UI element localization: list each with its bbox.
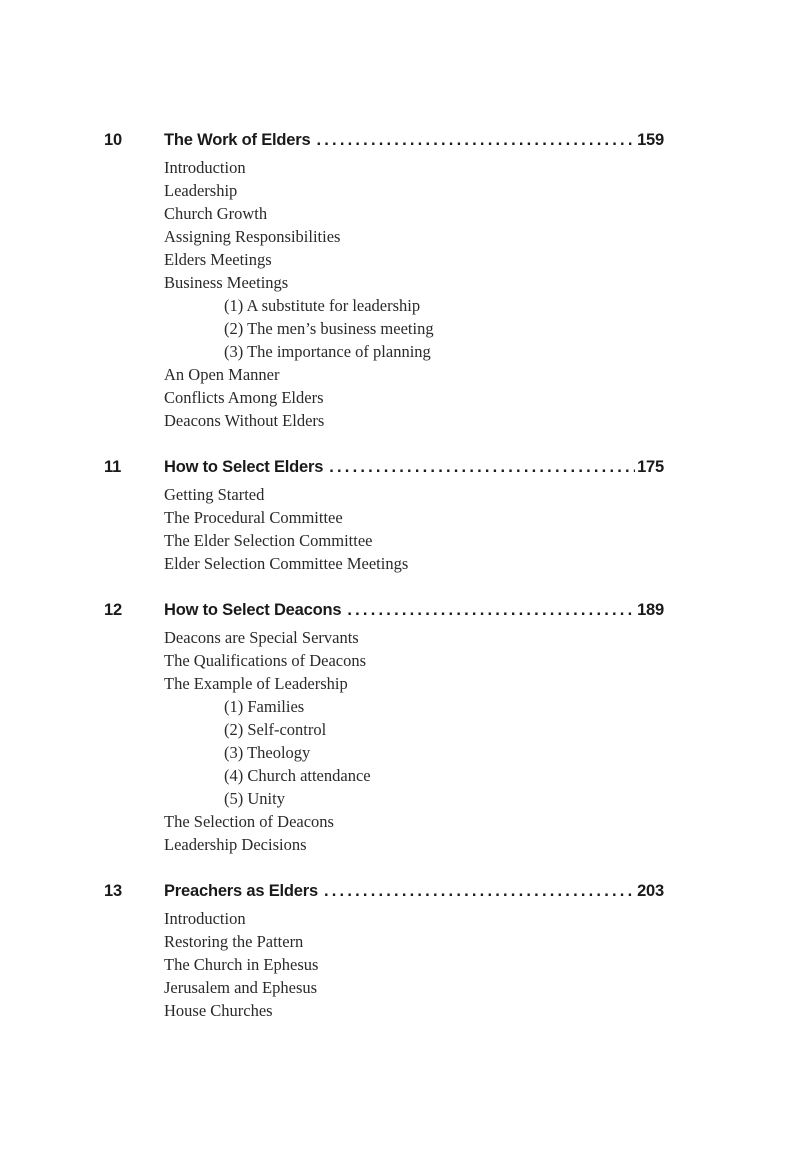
subsection-entry: (2) The men’s business meeting: [224, 319, 434, 338]
chapter-page-number: 203: [637, 882, 664, 900]
chapter-number: 10: [104, 131, 122, 149]
chapter-heading: [0, 455, 800, 483]
section-entry: Leadership Decisions: [164, 835, 307, 854]
section-list: [0, 907, 800, 1022]
chapter-page-number: 175: [637, 458, 664, 476]
section-entry: The Example of Leadership: [164, 674, 348, 693]
dot-leader: [329, 458, 635, 477]
dot-leader: [324, 882, 635, 901]
chapter-title-row: [164, 601, 664, 620]
chapter-number: 13: [104, 882, 122, 900]
subsection-entry: (4) Church attendance: [224, 766, 371, 785]
chapter-heading: [0, 128, 800, 156]
chapter-title: The Work of Elders: [164, 131, 311, 149]
section-entry: Introduction: [164, 909, 246, 928]
section-entry: Leadership: [164, 181, 238, 200]
chapter-page-number: 159: [637, 131, 664, 149]
section-entry: Restoring the Pattern: [164, 932, 304, 951]
section-entry: Church Growth: [164, 204, 268, 223]
chapter-title: How to Select Deacons: [164, 601, 342, 619]
section-entry: The Elder Selection Committee: [164, 531, 373, 550]
chapter-title: How to Select Elders: [164, 458, 324, 476]
section-entry: Elders Meetings: [164, 250, 272, 269]
chapter-title-row: [164, 882, 664, 901]
section-entry: Deacons are Special Servants: [164, 628, 359, 647]
subsection-entry: (5) Unity: [224, 789, 285, 808]
section-entry: The Church in Ephesus: [164, 955, 319, 974]
chapter-title-row: [164, 131, 664, 150]
subsection-entry: (2) Self-control: [224, 720, 327, 739]
subsection-entry: (3) Theology: [224, 743, 311, 762]
section-list: [0, 483, 800, 575]
section-entry: Business Meetings: [164, 273, 289, 292]
chapter-heading: [0, 598, 800, 626]
subsection-entry: (1) Families: [224, 697, 305, 716]
section-entry: Deacons Without Elders: [164, 411, 325, 430]
section-entry: Conflicts Among Elders: [164, 388, 324, 407]
table-of-contents: [0, 128, 800, 1045]
toc-chapter: [0, 455, 800, 575]
section-entry: Assigning Responsibilities: [164, 227, 341, 246]
section-list: [0, 156, 800, 432]
section-entry: The Procedural Committee: [164, 508, 343, 527]
section-entry: House Churches: [164, 1001, 273, 1020]
chapter-title-row: [164, 458, 664, 477]
dot-leader: [347, 601, 635, 620]
section-entry: The Qualifications of Deacons: [164, 651, 367, 670]
section-entry: The Selection of Deacons: [164, 812, 334, 831]
chapter-page-number: 189: [637, 601, 664, 619]
chapter-number: 12: [104, 601, 122, 619]
section-entry: Introduction: [164, 158, 246, 177]
toc-chapter: [0, 879, 800, 1022]
subsection-entry: (3) The importance of planning: [224, 342, 431, 361]
subsection-entry: (1) A substitute for leadership: [224, 296, 421, 315]
toc-chapter: [0, 598, 800, 856]
section-entry: Getting Started: [164, 485, 265, 504]
section-entry: Elder Selection Committee Meetings: [164, 554, 409, 573]
chapter-title: Preachers as Elders: [164, 882, 318, 900]
section-entry: An Open Manner: [164, 365, 280, 384]
section-entry: Jerusalem and Ephesus: [164, 978, 318, 997]
chapter-heading: [0, 879, 800, 907]
toc-chapter: [0, 128, 800, 432]
section-list: [0, 626, 800, 856]
chapter-number: 11: [104, 458, 122, 476]
dot-leader: [316, 131, 635, 150]
